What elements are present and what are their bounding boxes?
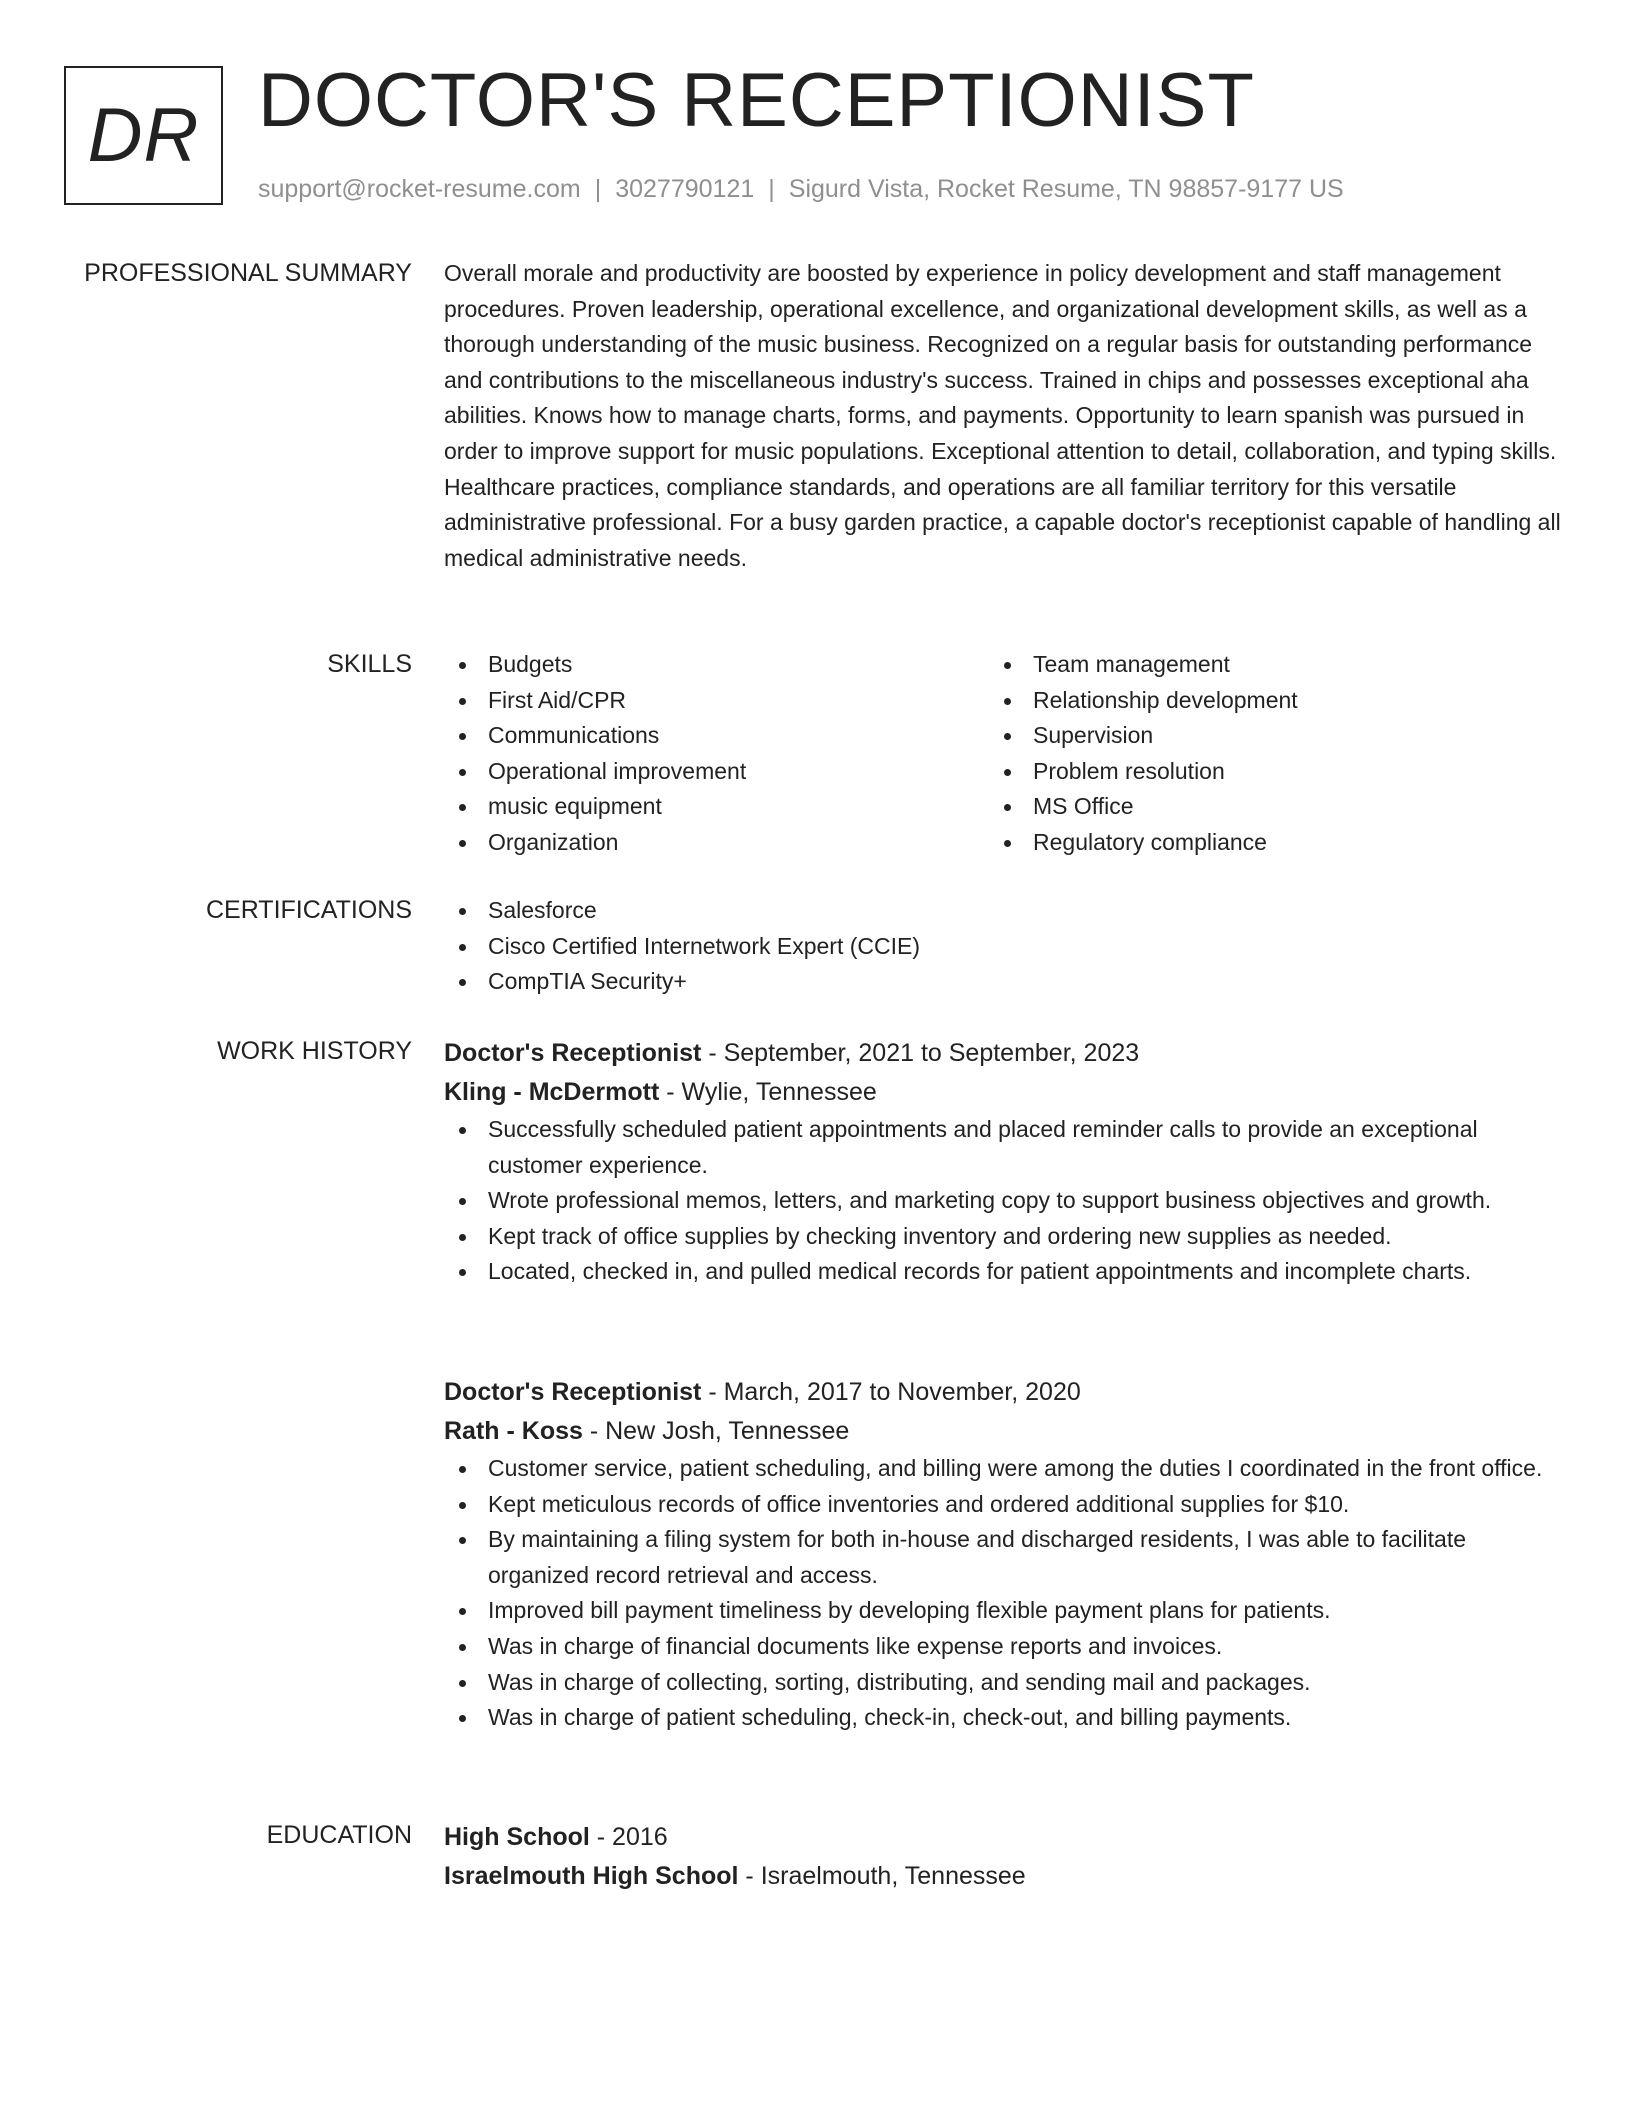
education-school: Israelmouth High School	[444, 1862, 739, 1890]
job-duty: Improved bill payment timeliness by developing flexible payment plans for patients.	[444, 1593, 1564, 1629]
monogram: DR	[64, 66, 223, 205]
job-duties-list	[444, 1112, 1564, 1290]
education-degree: High School	[444, 1823, 590, 1851]
skill-item: Relationship development	[989, 683, 1534, 719]
skill-item: Problem resolution	[989, 754, 1534, 790]
skill-item: Communications	[444, 718, 989, 754]
summary-heading: PROFESSIONAL SUMMARY	[84, 259, 412, 287]
certification-item: CompTIA Security+	[444, 964, 1564, 1000]
summary-text: Overall morale and productivity are boosted by experience in policy development and staff management procedures. Proven leadership, operational excellence, and organizational development skills, as well as a thorough understanding of the music business. Recognized on a regular basis for outstanding performance and contributions to the miscellaneous industry's success. Trained in chips and possesses exceptional aha abilities. Knows how to manage charts, forms, and payments. Opportunity to learn spanish was pursued in order to improve support for music populations. Exceptional attention to detail, collaboration, and typing skills. Healthcare practices, compliance standards, and operations are all familiar territory for this versatile administrative professional. For a busy garden practice, a capable doctor's receptionist capable of handling all medical administrative needs.	[444, 260, 1561, 571]
skill-item: Supervision	[989, 718, 1534, 754]
job-dates: - March, 2017 to November, 2020	[701, 1378, 1081, 1406]
work-history-body	[444, 1034, 1564, 1290]
job-entry	[444, 1034, 1564, 1290]
education-location: - Israelmouth, Tennessee	[738, 1862, 1026, 1890]
job-duty: Customer service, patient scheduling, and billing were among the duties I coordinated in the front office.	[444, 1451, 1564, 1487]
job-duty: Kept meticulous records of office inventories and ordered additional supplies for $10.	[444, 1487, 1564, 1523]
contact-separator: |	[768, 175, 775, 203]
skills-heading: SKILLS	[327, 650, 412, 678]
contact-line	[258, 174, 1344, 204]
education-heading: EDUCATION	[266, 1821, 412, 1849]
skill-item: Regulatory compliance	[989, 825, 1534, 861]
skill-item: Team management	[989, 647, 1534, 683]
job-duty: Was in charge of financial documents like expense reports and invoices.	[444, 1629, 1564, 1665]
certifications-list	[444, 893, 1564, 1000]
job-duty: Successfully scheduled patient appointments and placed reminder calls to provide an exceptional customer experience.	[444, 1112, 1564, 1183]
job-title-line	[444, 1034, 1564, 1073]
page-title: DOCTOR'S RECEPTIONIST	[258, 58, 1255, 143]
job-location: - Wylie, Tennessee	[659, 1078, 877, 1106]
contact-phone[interactable]: 3027790121	[615, 175, 755, 203]
job-company-line	[444, 1412, 1564, 1451]
skills-body	[444, 647, 1564, 861]
contact-address: Sigurd Vista, Rocket Resume, TN 98857-9177 US	[788, 175, 1344, 203]
job-duty: Kept track of office supplies by checking inventory and ordering new supplies as needed.	[444, 1219, 1564, 1255]
education-school-line	[444, 1857, 1564, 1896]
job-location: - New Josh, Tennessee	[582, 1417, 850, 1445]
job-duty: Located, checked in, and pulled medical records for patient appointments and incomplete charts.	[444, 1254, 1564, 1290]
contact-email[interactable]: support@rocket-resume.com	[258, 175, 581, 203]
job-company-line	[444, 1073, 1564, 1112]
skill-item: Budgets	[444, 647, 989, 683]
skill-item: First Aid/CPR	[444, 683, 989, 719]
job-duty: Wrote professional memos, letters, and marketing copy to support business objectives and growth.	[444, 1183, 1564, 1219]
job-dates: - September, 2021 to September, 2023	[701, 1039, 1140, 1067]
skills-list-left	[444, 647, 989, 861]
job-title: Doctor's Receptionist	[444, 1039, 702, 1067]
contact-separator: |	[594, 175, 602, 203]
job-company: Rath - Koss	[444, 1417, 583, 1445]
certifications-body	[444, 893, 1564, 1000]
skill-item: Operational improvement	[444, 754, 989, 790]
education-degree-line	[444, 1818, 1564, 1857]
job-duty: Was in charge of collecting, sorting, distributing, and sending mail and packages.	[444, 1665, 1564, 1701]
summary-body	[444, 256, 1564, 576]
skill-item: Organization	[444, 825, 989, 861]
skills-list-right	[989, 647, 1534, 861]
job-title: Doctor's Receptionist	[444, 1378, 702, 1406]
skill-item: MS Office	[989, 789, 1534, 825]
job-company: Kling - McDermott	[444, 1078, 660, 1106]
education-body	[444, 1818, 1564, 1896]
work-history-body-2	[444, 1373, 1564, 1736]
job-entry	[444, 1373, 1564, 1736]
education-year: - 2016	[589, 1823, 668, 1851]
work-history-heading: WORK HISTORY	[217, 1037, 412, 1065]
job-duty: Was in charge of patient scheduling, check-in, check-out, and billing payments.	[444, 1700, 1564, 1736]
certification-item: Salesforce	[444, 893, 1564, 929]
skill-item: music equipment	[444, 789, 989, 825]
job-title-line	[444, 1373, 1564, 1412]
certifications-heading: CERTIFICATIONS	[205, 896, 412, 924]
job-duty: By maintaining a filing system for both in-house and discharged residents, I was able to facilitate organized record retrieval and access.	[444, 1522, 1564, 1593]
job-duties-list	[444, 1451, 1564, 1736]
certification-item: Cisco Certified Internetwork Expert (CCIE)	[444, 929, 1564, 965]
